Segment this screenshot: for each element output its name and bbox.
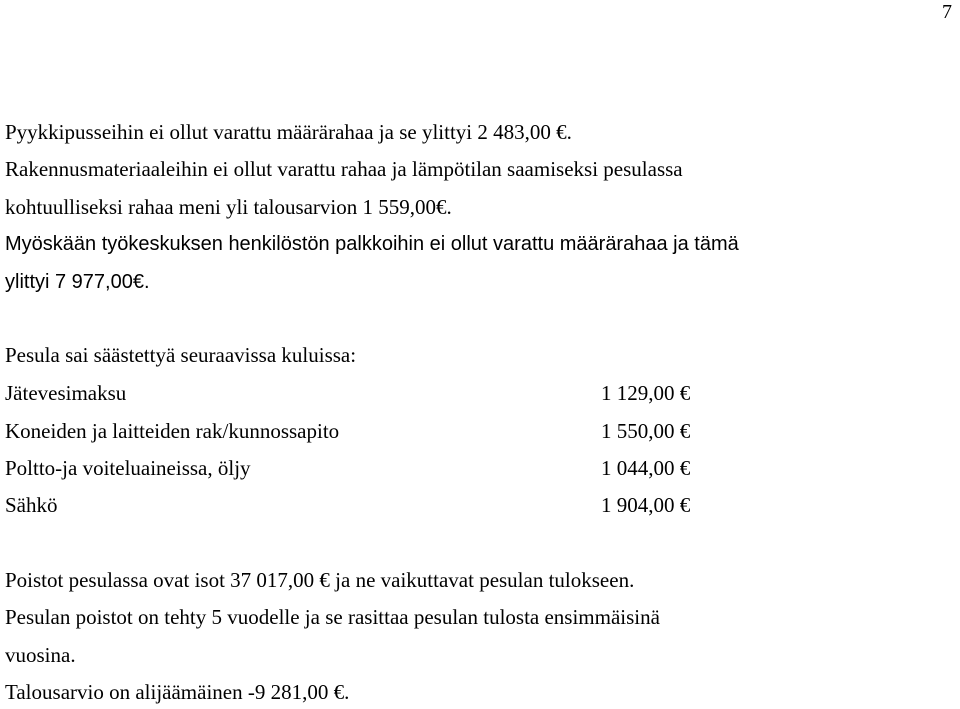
expense-amount: 1 129,00 € xyxy=(601,381,691,405)
expense-label: Koneiden ja laitteiden rak/kunnossapito xyxy=(5,419,340,443)
expense-label: Poltto-ja voiteluaineissa, öljy xyxy=(5,456,251,480)
paragraph1-line-2: Rakennusmateriaaleihin ei ollut varattu rahaa ja lämpötilan saamiseksi pesulassa xyxy=(5,157,683,181)
expense-label: Jätevesimaksu xyxy=(5,381,127,405)
expense-label: Sähkö xyxy=(5,493,58,517)
paragraph1-line-3: kohtuulliseksi rahaa meni yli talousarvion 1 559,00€. xyxy=(5,195,452,219)
paragraph1-line-4: Myöskään työkeskuksen henkilöstön palkkoihin ei ollut varattu määrärahaa ja tämä xyxy=(5,233,739,255)
paragraph1-line-5: ylittyi 7 977,00€. xyxy=(5,271,150,293)
page-number: 7 xyxy=(942,1,952,23)
expense-amount: 1 044,00 € xyxy=(601,456,691,480)
paragraph3-line-1: Poistot pesulassa ovat isot 37 017,00 € ja ne vaikuttavat pesulan tulokseen. xyxy=(5,568,635,592)
expense-row xyxy=(5,380,765,406)
paragraph3-line-2: Pesulan poistot on tehty 5 vuodelle ja se rasittaa pesulan tulosta ensimmäisinä xyxy=(5,605,660,629)
paragraph3-line-4: Talousarvio on alijäämäinen -9 281,00 €. xyxy=(5,680,350,704)
expense-row xyxy=(5,418,765,444)
paragraph1-line-1: Pyykkipusseihin ei ollut varattu määrärahaa ja se ylittyi 2 483,00 €. xyxy=(5,120,572,144)
savings-heading: Pesula sai säästettyä seuraavissa kuluissa: xyxy=(5,343,357,367)
expense-amount: 1 904,00 € xyxy=(601,493,691,517)
expense-amount: 1 550,00 € xyxy=(601,419,691,443)
expense-row xyxy=(5,492,765,518)
expense-row xyxy=(5,455,765,481)
paragraph3-line-3: vuosina. xyxy=(5,643,76,667)
